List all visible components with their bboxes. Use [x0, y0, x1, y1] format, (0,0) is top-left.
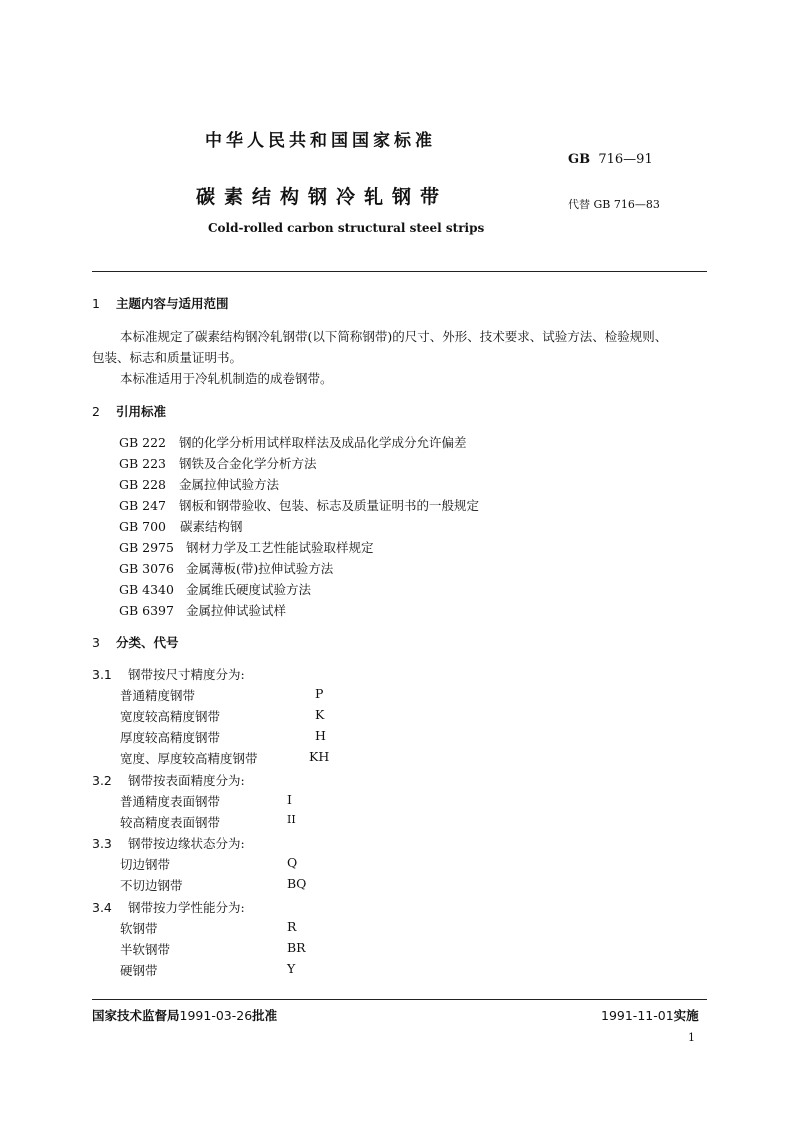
standard-prefix: GB — [568, 152, 591, 167]
category-name: 普通精度表面钢带 — [120, 794, 221, 809]
approval-line — [92, 1006, 277, 1024]
section-title: 主题内容与适用范围 — [116, 296, 229, 311]
reference-title: 钢材力学及工艺性能试验取样规定 — [186, 540, 374, 555]
document-title-en: Cold-rolled carbon structural steel strips — [208, 221, 485, 235]
category-name: 硬钢带 — [120, 963, 158, 978]
section-1-heading — [92, 294, 229, 312]
category-name: 切边钢带 — [120, 857, 171, 872]
header-divider — [92, 271, 707, 272]
footer-divider — [92, 999, 707, 1000]
subsection-text: 钢带按力学性能分为: — [128, 900, 245, 915]
subsection-3-2 — [92, 771, 245, 789]
effective-suffix: 实施 — [673, 1008, 699, 1023]
reference-code: GB 223 — [119, 456, 167, 471]
subsection-3-4 — [92, 898, 245, 916]
category-name: 半软钢带 — [120, 942, 171, 957]
reference-item — [119, 475, 279, 493]
subsection-number: 3.2 — [92, 773, 112, 788]
reference-item — [119, 580, 311, 598]
replaces-note: 代替 GB 716—83 — [568, 198, 660, 211]
org-title: 中华人民共和国国家标准 — [205, 131, 436, 151]
standard-number — [568, 152, 653, 167]
category-code: BQ — [287, 876, 307, 891]
section-1-para-1-line-2: 包装、标志和质量证明书。 — [92, 350, 243, 365]
reference-code: GB 4340 — [119, 582, 174, 597]
subsection-text: 钢带按尺寸精度分为: — [128, 667, 245, 682]
standard-code: 716—91 — [598, 152, 653, 167]
reference-item — [119, 559, 333, 577]
section-title: 引用标准 — [116, 404, 167, 419]
category-name: 不切边钢带 — [120, 878, 183, 893]
reference-code: GB 6397 — [119, 603, 174, 618]
category-name: 厚度较高精度钢带 — [120, 730, 221, 745]
reference-code: GB 247 — [119, 498, 167, 513]
category-code: I — [287, 792, 292, 807]
subsection-number: 3.1 — [92, 667, 112, 682]
category-code: Q — [287, 855, 298, 870]
category-code: KH — [309, 749, 330, 764]
category-code: II — [287, 813, 296, 826]
reference-title: 金属薄板(带)拉伸试验方法 — [186, 561, 334, 576]
category-code: H — [315, 728, 326, 743]
reference-title: 金属拉伸试验试样 — [186, 603, 287, 618]
reference-code: GB 222 — [119, 435, 167, 450]
reference-title: 碳素结构钢 — [180, 519, 243, 534]
subsection-number: 3.3 — [92, 836, 112, 851]
section-1-para-2: 本标准适用于冷轧机制造的成卷钢带。 — [120, 371, 333, 386]
category-name: 宽度、厚度较高精度钢带 — [120, 751, 258, 766]
subsection-text: 钢带按边缘状态分为: — [128, 836, 245, 851]
reference-code: GB 228 — [119, 477, 167, 492]
subsection-3-1 — [92, 665, 245, 683]
reference-item — [119, 538, 374, 556]
subsection-number: 3.4 — [92, 900, 112, 915]
section-2-heading — [92, 402, 166, 420]
approval-suffix: 批准 — [252, 1008, 278, 1023]
category-code: BR — [287, 940, 306, 955]
effective-line — [601, 1006, 699, 1024]
section-number: 1 — [92, 296, 100, 311]
reference-item — [119, 601, 286, 619]
section-number: 2 — [92, 404, 100, 419]
approving-authority: 国家技术监督局 — [92, 1008, 180, 1023]
category-name: 软钢带 — [120, 921, 158, 936]
reference-item — [119, 517, 243, 535]
subsection-text: 钢带按表面精度分为: — [128, 773, 245, 788]
reference-title: 金属维氏硬度试验方法 — [186, 582, 312, 597]
section-1-para-1-line-1: 本标准规定了碳素结构钢冷轧钢带(以下简称钢带)的尺寸、外形、技术要求、试验方法、检验规则、 — [120, 329, 668, 344]
reference-title: 金属拉伸试验方法 — [179, 477, 280, 492]
section-3-heading — [92, 633, 179, 651]
reference-code: GB 2975 — [119, 540, 174, 555]
effective-date: 1991-11-01 — [601, 1008, 674, 1023]
section-title: 分类、代号 — [116, 635, 179, 650]
reference-item — [119, 454, 317, 472]
reference-item — [119, 496, 479, 514]
reference-item — [119, 433, 467, 451]
category-code: P — [315, 686, 324, 701]
reference-title: 钢铁及合金化学分析方法 — [179, 456, 317, 471]
category-name: 宽度较高精度钢带 — [120, 709, 221, 724]
section-number: 3 — [92, 635, 100, 650]
subsection-3-3 — [92, 834, 245, 852]
reference-title: 钢板和钢带验收、包装、标志及质量证明书的一般规定 — [179, 498, 480, 513]
reference-title: 钢的化学分析用试样取样法及成品化学成分允许偏差 — [179, 435, 467, 450]
category-code: Y — [287, 961, 296, 976]
category-code: R — [287, 919, 297, 934]
category-name: 普通精度钢带 — [120, 688, 196, 703]
reference-code: GB 700 — [119, 519, 167, 534]
page-number: 1 — [688, 1031, 695, 1044]
approval-date: 1991-03-26 — [179, 1008, 253, 1023]
reference-code: GB 3076 — [119, 561, 174, 576]
document-title-cn: 碳素结构钢冷轧钢带 — [196, 186, 449, 208]
category-name: 较高精度表面钢带 — [120, 815, 221, 830]
category-code: K — [315, 707, 325, 722]
